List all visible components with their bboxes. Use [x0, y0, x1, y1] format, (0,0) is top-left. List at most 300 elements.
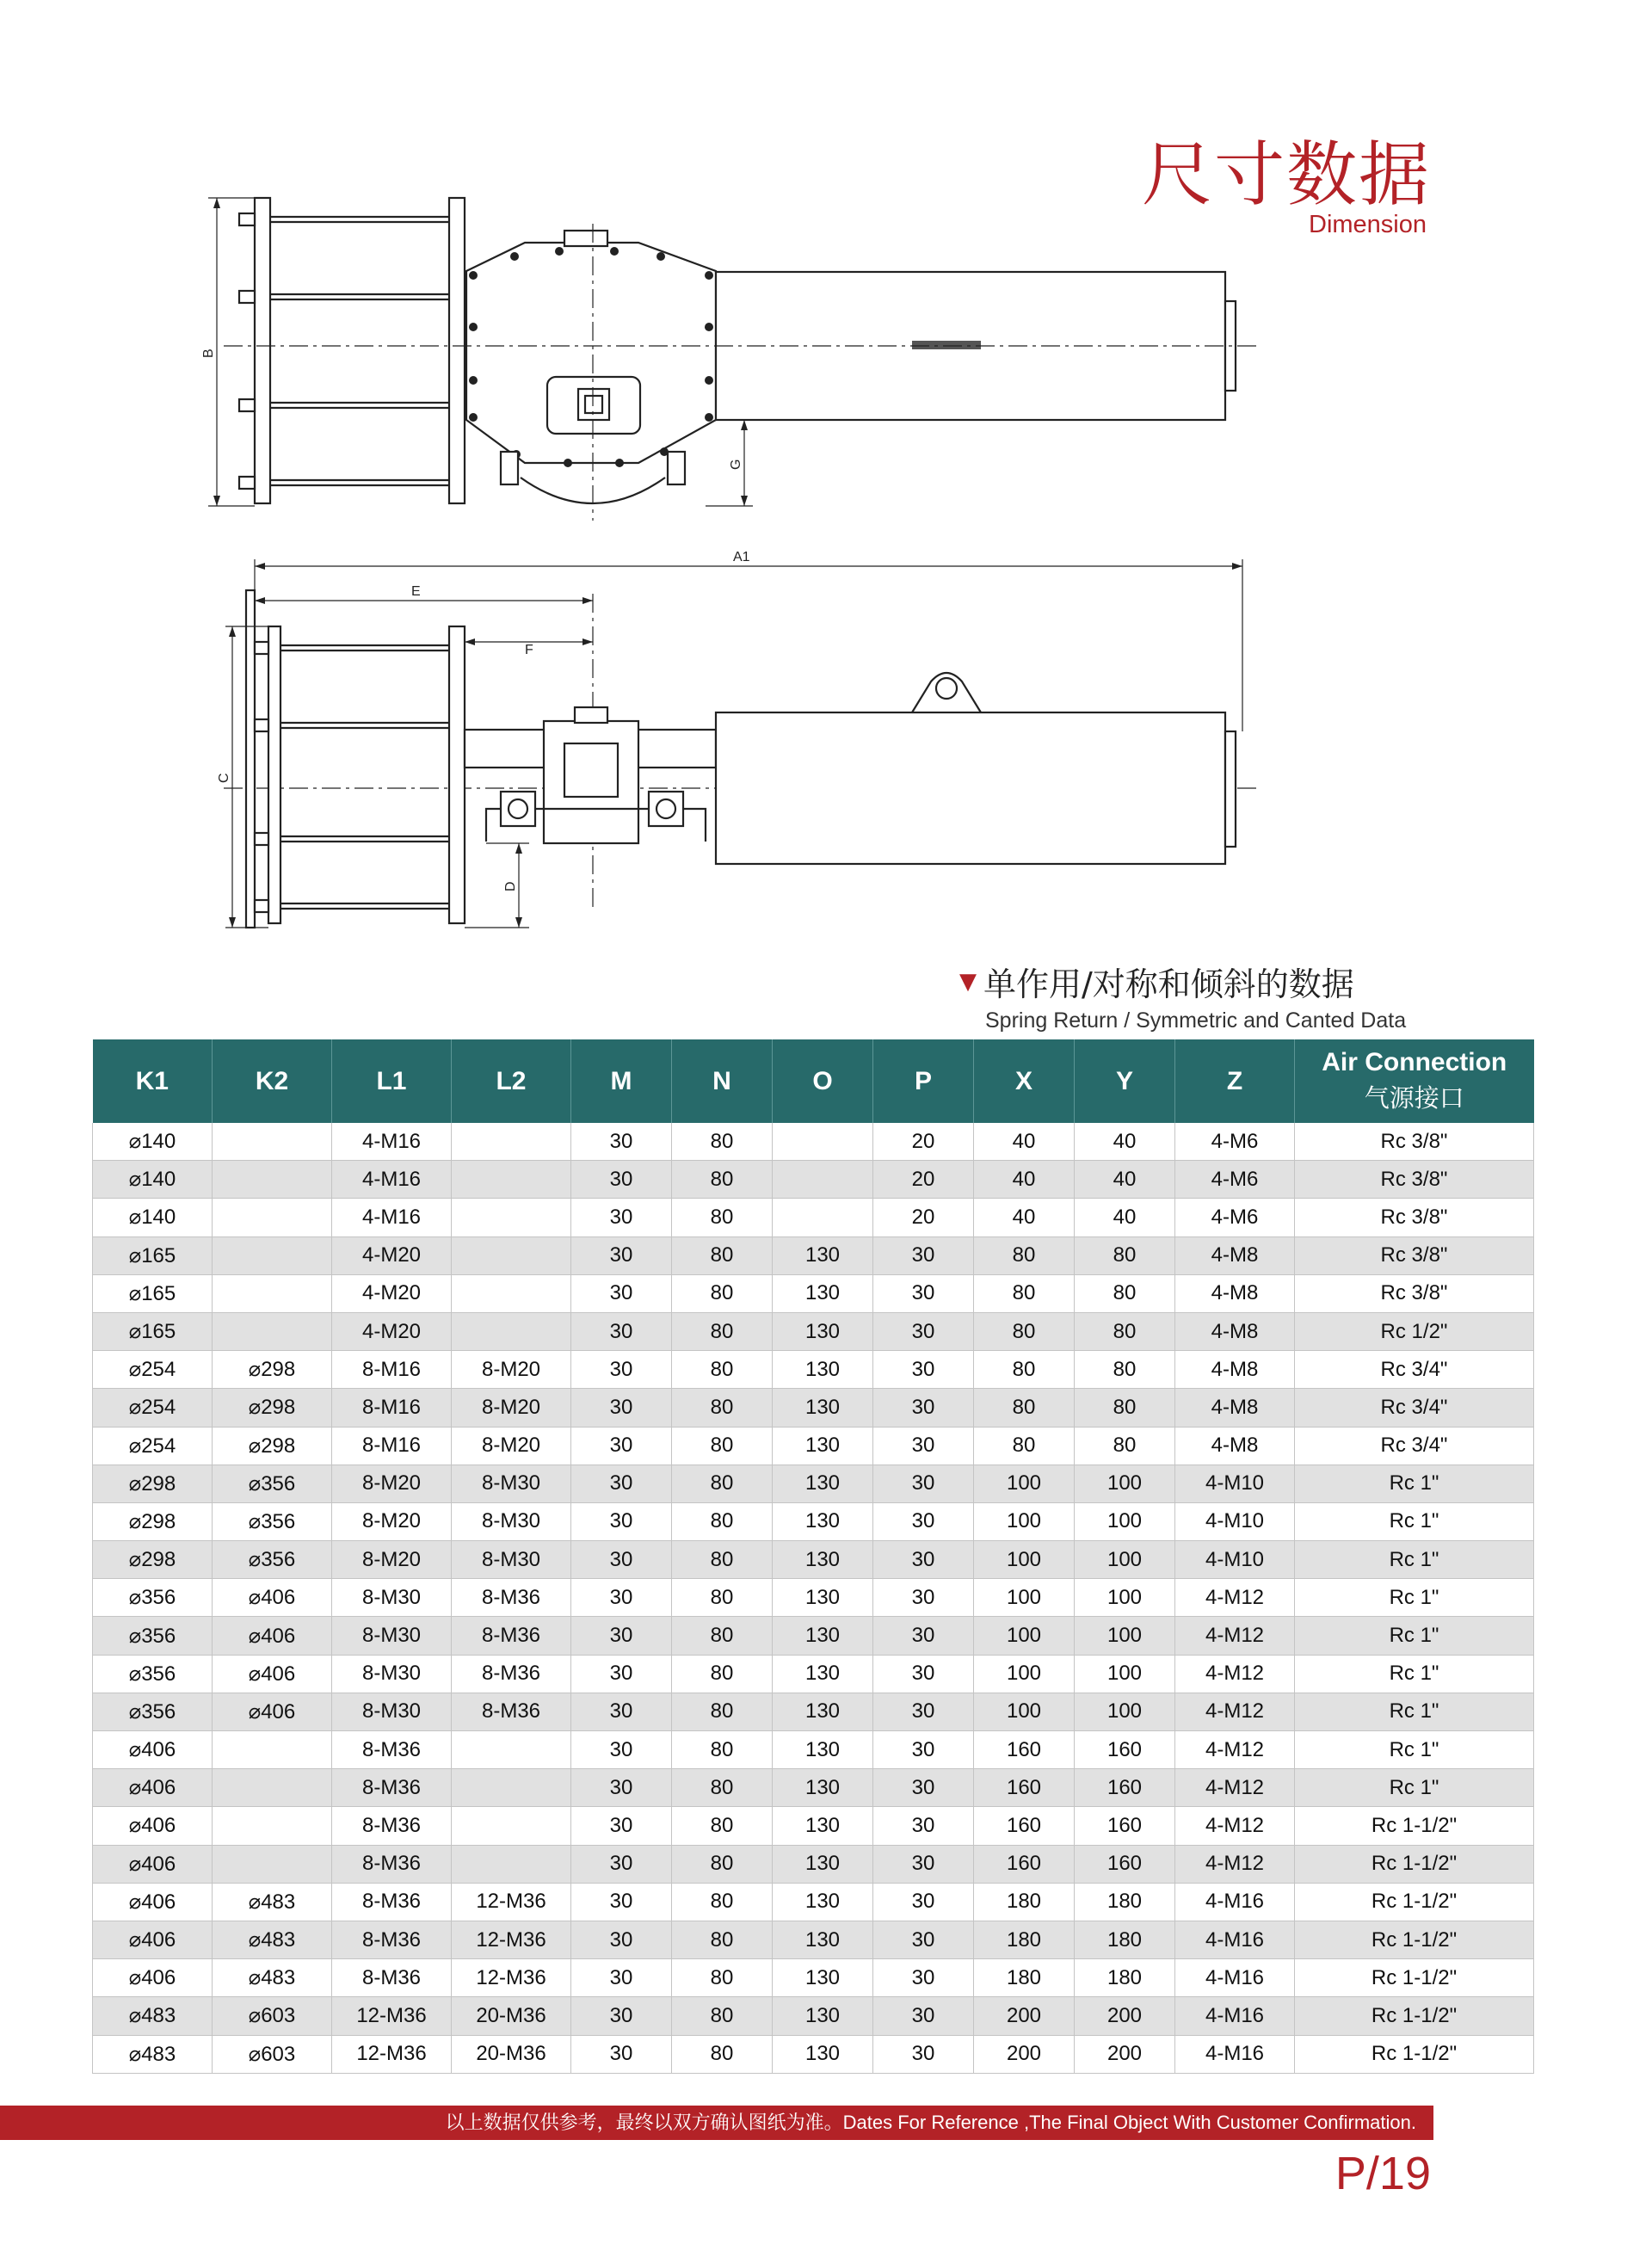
table-cell: 30: [571, 1465, 672, 1502]
table-cell: 8-M36: [452, 1579, 571, 1617]
table-cell: 4-M12: [1175, 1769, 1295, 1807]
table-cell: 40: [974, 1161, 1075, 1199]
table-row: [93, 1997, 1534, 2035]
table-cell: Rc 1": [1295, 1579, 1534, 1617]
table-row: [93, 1199, 1534, 1236]
table-cell: 130: [773, 1274, 873, 1312]
table-header-row: [93, 1039, 1534, 1123]
table-cell: 40: [1075, 1161, 1175, 1199]
table-cell: 4-M12: [1175, 1693, 1295, 1730]
table-cell: 4-M16: [332, 1123, 452, 1161]
section-title: 单作用/对称和倾斜的数据: [983, 965, 1354, 1003]
table-cell: 80: [672, 1274, 773, 1312]
table-cell: 4-M16: [1175, 1883, 1295, 1921]
table-cell: 4-M16: [1175, 1959, 1295, 1997]
table-cell: 30: [571, 1617, 672, 1655]
table-cell: 200: [974, 1997, 1075, 2035]
table-cell: 100: [974, 1693, 1075, 1730]
table-cell: 100: [1075, 1655, 1175, 1693]
table-cell: 80: [974, 1389, 1075, 1427]
table-cell: [213, 1123, 332, 1161]
table-cell: 12-M36: [332, 2035, 452, 2073]
dim-label-c: C: [217, 773, 231, 783]
table-cell: 30: [873, 1845, 974, 1883]
table-cell: Rc 1-1/2": [1295, 1807, 1534, 1845]
table-cell: ⌀406: [93, 1807, 213, 1845]
table-cell: 8-M36: [332, 1883, 452, 1921]
table-cell: ⌀406: [93, 1921, 213, 1958]
table-row: [93, 1465, 1534, 1502]
dim-label-b: B: [201, 348, 216, 358]
table-cell: [213, 1161, 332, 1199]
table-cell: 80: [672, 1236, 773, 1274]
table-cell: ⌀140: [93, 1199, 213, 1236]
table-cell: 130: [773, 1312, 873, 1350]
table-cell: Rc 3/8": [1295, 1199, 1534, 1236]
table-cell: 80: [672, 1579, 773, 1617]
table-cell: 80: [672, 1997, 773, 2035]
actuator-dimension-drawing: [189, 189, 1273, 947]
table-cell: 4-M20: [332, 1236, 452, 1274]
dim-label-f: F: [525, 643, 533, 657]
table-cell: 130: [773, 1731, 873, 1769]
table-cell: ⌀603: [213, 2035, 332, 2073]
table-cell: 130: [773, 1769, 873, 1807]
table-cell: 8-M16: [332, 1351, 452, 1389]
table-cell: [213, 1312, 332, 1350]
column-header: N: [672, 1039, 773, 1123]
table-cell: 80: [974, 1351, 1075, 1389]
table-cell: 180: [974, 1959, 1075, 1997]
table-row: [93, 1312, 1534, 1350]
table-cell: 8-M36: [332, 1921, 452, 1958]
table-row: [93, 1807, 1534, 1845]
table-cell: 200: [1075, 1997, 1175, 2035]
table-cell: 130: [773, 1351, 873, 1389]
table-cell: 80: [672, 1427, 773, 1465]
table-cell: 8-M16: [332, 1389, 452, 1427]
table-row: [93, 1693, 1534, 1730]
table-cell: 4-M8: [1175, 1236, 1295, 1274]
table-cell: 4-M20: [332, 1274, 452, 1312]
table-cell: 80: [1075, 1427, 1175, 1465]
table-cell: 8-M36: [452, 1693, 571, 1730]
table-cell: ⌀165: [93, 1236, 213, 1274]
table-cell: [452, 1161, 571, 1199]
table-cell: 130: [773, 1579, 873, 1617]
table-cell: 80: [1075, 1312, 1175, 1350]
table-cell: 80: [672, 1541, 773, 1579]
table-cell: 130: [773, 1236, 873, 1274]
table-cell: 30: [571, 1655, 672, 1693]
table-cell: 100: [974, 1541, 1075, 1579]
table-cell: [452, 1807, 571, 1845]
actuator-top-view: [239, 198, 1236, 503]
table-cell: ⌀406: [93, 1959, 213, 1997]
air-connection-label: Air Connection: [1322, 1048, 1507, 1076]
table-cell: 130: [773, 1541, 873, 1579]
table-cell: 100: [1075, 1502, 1175, 1540]
table-cell: Rc 1": [1295, 1617, 1534, 1655]
dim-label-g: G: [729, 459, 743, 470]
table-cell: 30: [873, 1427, 974, 1465]
table-cell: ⌀298: [93, 1465, 213, 1502]
table-cell: 80: [1075, 1351, 1175, 1389]
table-cell: ⌀298: [213, 1427, 332, 1465]
table-cell: 80: [672, 1351, 773, 1389]
table-cell: 80: [672, 1389, 773, 1427]
table-cell: 30: [571, 1236, 672, 1274]
dim-label-e: E: [411, 584, 421, 599]
table-cell: 30: [873, 1807, 974, 1845]
table-cell: 30: [873, 1351, 974, 1389]
table-cell: 30: [571, 1502, 672, 1540]
table-cell: 80: [672, 2035, 773, 2073]
table-cell: 8-M36: [332, 1731, 452, 1769]
column-header: X: [974, 1039, 1075, 1123]
footer-disclaimer-bar: [0, 2106, 1433, 2140]
table-cell: 130: [773, 1465, 873, 1502]
table-cell: 4-M12: [1175, 1731, 1295, 1769]
table-cell: 100: [974, 1579, 1075, 1617]
table-cell: 4-M16: [1175, 1921, 1295, 1958]
air-connection-label-zh: 气源接口: [1364, 1083, 1464, 1113]
table-row: [93, 1123, 1534, 1161]
table-cell: 20: [873, 1161, 974, 1199]
table-cell: ⌀406: [93, 1845, 213, 1883]
table-cell: 130: [773, 1655, 873, 1693]
table-cell: 40: [1075, 1199, 1175, 1236]
table-cell: ⌀406: [213, 1617, 332, 1655]
table-cell: Rc 3/4": [1295, 1427, 1534, 1465]
table-cell: 30: [571, 1769, 672, 1807]
table-cell: 80: [672, 1465, 773, 1502]
table-cell: 4-M16: [1175, 2035, 1295, 2073]
table-cell: 160: [1075, 1769, 1175, 1807]
table-cell: ⌀356: [213, 1465, 332, 1502]
table-cell: 30: [873, 1617, 974, 1655]
table-cell: ⌀356: [213, 1541, 332, 1579]
table-cell: 40: [974, 1123, 1075, 1161]
table-cell: 30: [873, 1274, 974, 1312]
table-cell: 40: [1075, 1123, 1175, 1161]
table-cell: 80: [672, 1199, 773, 1236]
table-cell: 80: [672, 1769, 773, 1807]
table-cell: ⌀483: [93, 2035, 213, 2073]
table-cell: 160: [974, 1731, 1075, 1769]
table-cell: 4-M20: [332, 1312, 452, 1350]
table-cell: 8-M36: [332, 1959, 452, 1997]
table-cell: 30: [571, 1693, 672, 1730]
table-cell: 30: [873, 1502, 974, 1540]
table-cell: 12-M36: [452, 1883, 571, 1921]
table-cell: 30: [571, 1541, 672, 1579]
table-cell: Rc 3/8": [1295, 1123, 1534, 1161]
table-cell: 8-M20: [452, 1351, 571, 1389]
page-number: P/19: [1335, 2148, 1431, 2199]
table-cell: 80: [672, 1731, 773, 1769]
table-cell: Rc 1": [1295, 1731, 1534, 1769]
table-cell: 100: [1075, 1465, 1175, 1502]
table-row: [93, 1655, 1534, 1693]
table-cell: ⌀140: [93, 1161, 213, 1199]
table-cell: Rc 3/4": [1295, 1389, 1534, 1427]
table-cell: 4-M12: [1175, 1845, 1295, 1883]
table-cell: ⌀356: [93, 1579, 213, 1617]
table-row: [93, 1883, 1534, 1921]
table-cell: ⌀298: [213, 1389, 332, 1427]
table-cell: 130: [773, 1883, 873, 1921]
table-cell: 80: [974, 1236, 1075, 1274]
table-cell: ⌀483: [93, 1997, 213, 2035]
table-cell: 180: [1075, 1921, 1175, 1958]
table-cell: 160: [974, 1807, 1075, 1845]
table-cell: 100: [1075, 1693, 1175, 1730]
dim-label-d: D: [503, 881, 518, 891]
table-cell: 180: [1075, 1959, 1175, 1997]
table-cell: 8-M30: [452, 1502, 571, 1540]
table-cell: 8-M36: [332, 1807, 452, 1845]
table-cell: 30: [873, 1579, 974, 1617]
table-cell: 80: [672, 1959, 773, 1997]
table-cell: 100: [974, 1655, 1075, 1693]
table-cell: 80: [1075, 1389, 1175, 1427]
table-cell: Rc 1": [1295, 1693, 1534, 1730]
table-cell: ⌀254: [93, 1427, 213, 1465]
table-cell: 30: [571, 1997, 672, 2035]
table-cell: 8-M36: [332, 1845, 452, 1883]
column-header-air-connection: [1295, 1039, 1534, 1123]
table-cell: ⌀406: [93, 1769, 213, 1807]
table-cell: ⌀483: [213, 1883, 332, 1921]
table-cell: 30: [571, 1161, 672, 1199]
dimension-table: [92, 1039, 1534, 2074]
table-cell: 12-M36: [452, 1921, 571, 1958]
table-row: [93, 1617, 1534, 1655]
table-cell: Rc 1-1/2": [1295, 1921, 1534, 1958]
table-cell: Rc 1": [1295, 1502, 1534, 1540]
table-cell: 30: [571, 1274, 672, 1312]
column-header: K1: [93, 1039, 213, 1123]
table-cell: 4-M8: [1175, 1389, 1295, 1427]
table-cell: ⌀406: [213, 1693, 332, 1730]
table-cell: 180: [974, 1921, 1075, 1958]
table-cell: Rc 1": [1295, 1769, 1534, 1807]
table-cell: 100: [1075, 1541, 1175, 1579]
table-cell: [213, 1807, 332, 1845]
table-cell: 30: [571, 1883, 672, 1921]
table-cell: 160: [974, 1769, 1075, 1807]
table-cell: ⌀165: [93, 1312, 213, 1350]
table-cell: 4-M8: [1175, 1274, 1295, 1312]
table-cell: [773, 1199, 873, 1236]
table-row: [93, 1731, 1534, 1769]
table-cell: 30: [571, 1351, 672, 1389]
table-cell: ⌀254: [93, 1351, 213, 1389]
table-cell: 8-M30: [332, 1617, 452, 1655]
table-cell: 180: [1075, 1883, 1175, 1921]
table-cell: 30: [873, 1465, 974, 1502]
table-cell: [773, 1161, 873, 1199]
table-cell: 160: [1075, 1807, 1175, 1845]
table-cell: 30: [873, 1731, 974, 1769]
table-cell: 30: [873, 1655, 974, 1693]
table-cell: 8-M30: [452, 1465, 571, 1502]
column-header: O: [773, 1039, 873, 1123]
table-cell: 20-M36: [452, 2035, 571, 2073]
table-cell: Rc 1": [1295, 1541, 1534, 1579]
table-cell: 80: [672, 1655, 773, 1693]
table-cell: Rc 3/4": [1295, 1351, 1534, 1389]
table-cell: 30: [873, 1312, 974, 1350]
column-header: P: [873, 1039, 974, 1123]
table-cell: [213, 1769, 332, 1807]
table-cell: 130: [773, 1921, 873, 1958]
section-subtitle: Spring Return / Symmetric and Canted Data: [985, 1008, 1407, 1033]
table-cell: 80: [1075, 1236, 1175, 1274]
table-cell: 12-M36: [332, 1997, 452, 2035]
table-row: [93, 1389, 1534, 1427]
table-cell: 30: [571, 1312, 672, 1350]
table-cell: ⌀298: [213, 1351, 332, 1389]
table-cell: 4-M8: [1175, 1312, 1295, 1350]
table-cell: 4-M10: [1175, 1465, 1295, 1502]
table-cell: 130: [773, 1389, 873, 1427]
table-cell: ⌀356: [93, 1617, 213, 1655]
table-cell: Rc 1-1/2": [1295, 2035, 1534, 2073]
column-header: Z: [1175, 1039, 1295, 1123]
table-cell: 180: [974, 1883, 1075, 1921]
table-cell: ⌀406: [213, 1655, 332, 1693]
table-cell: ⌀298: [93, 1541, 213, 1579]
table-cell: 80: [974, 1427, 1075, 1465]
table-row: [93, 1427, 1534, 1465]
actuator-side-view: [246, 590, 1236, 928]
section-header: [959, 958, 1406, 1033]
table-cell: 30: [571, 1199, 672, 1236]
table-cell: 80: [672, 1807, 773, 1845]
table-cell: Rc 1-1/2": [1295, 1997, 1534, 2035]
table-cell: 130: [773, 1807, 873, 1845]
table-cell: ⌀356: [93, 1655, 213, 1693]
table-cell: Rc 3/8": [1295, 1161, 1534, 1199]
table-cell: 4-M6: [1175, 1199, 1295, 1236]
table-cell: 8-M36: [332, 1769, 452, 1807]
table-cell: 80: [672, 1693, 773, 1730]
table-cell: 30: [571, 1845, 672, 1883]
page-title: 尺寸数据: [1141, 134, 1431, 216]
table-cell: 80: [672, 1617, 773, 1655]
table-cell: ⌀406: [93, 1883, 213, 1921]
table-cell: 8-M30: [452, 1541, 571, 1579]
table-cell: [213, 1199, 332, 1236]
table-cell: ⌀356: [93, 1693, 213, 1730]
table-cell: ⌀483: [213, 1959, 332, 1997]
table-cell: 8-M30: [332, 1579, 452, 1617]
column-header: K2: [213, 1039, 332, 1123]
table-cell: 4-M6: [1175, 1161, 1295, 1199]
table-cell: [452, 1731, 571, 1769]
table-cell: 8-M20: [332, 1502, 452, 1540]
table-row: [93, 1845, 1534, 1883]
table-cell: 30: [571, 1427, 672, 1465]
table-cell: 130: [773, 1997, 873, 2035]
table-cell: 130: [773, 1427, 873, 1465]
table-cell: 4-M12: [1175, 1579, 1295, 1617]
table-cell: 30: [873, 1921, 974, 1958]
table-cell: [452, 1123, 571, 1161]
table-cell: 4-M6: [1175, 1123, 1295, 1161]
table-cell: 30: [873, 1959, 974, 1997]
table-cell: 30: [873, 1693, 974, 1730]
table-cell: 30: [571, 1807, 672, 1845]
table-row: [93, 1921, 1534, 1958]
table-cell: 20-M36: [452, 1997, 571, 2035]
table-cell: 80: [672, 1312, 773, 1350]
table-cell: 30: [873, 1883, 974, 1921]
table-cell: 4-M10: [1175, 1502, 1295, 1540]
table-cell: Rc 3/8": [1295, 1236, 1534, 1274]
table-cell: 30: [571, 1921, 672, 1958]
table-row: [93, 1769, 1534, 1807]
table-cell: 130: [773, 1693, 873, 1730]
table-cell: 30: [571, 1959, 672, 1997]
table-cell: 100: [1075, 1579, 1175, 1617]
table-cell: 80: [672, 1161, 773, 1199]
table-cell: 80: [974, 1312, 1075, 1350]
table-cell: 30: [571, 1389, 672, 1427]
table-cell: 4-M12: [1175, 1807, 1295, 1845]
table-row: [93, 1541, 1534, 1579]
table-cell: [452, 1769, 571, 1807]
column-header: L1: [332, 1039, 452, 1123]
table-cell: 30: [873, 1541, 974, 1579]
table-cell: 30: [873, 1997, 974, 2035]
table-cell: 4-M12: [1175, 1655, 1295, 1693]
table-cell: 4-M16: [1175, 1997, 1295, 2035]
dim-label-a1: A1: [733, 550, 750, 564]
table-cell: 30: [571, 2035, 672, 2073]
table-cell: 130: [773, 2035, 873, 2073]
table-cell: 30: [873, 1389, 974, 1427]
table-row: [93, 1161, 1534, 1199]
table-cell: 30: [873, 2035, 974, 2073]
table-cell: [452, 1199, 571, 1236]
table-row: [93, 1236, 1534, 1274]
table-cell: [213, 1845, 332, 1883]
table-cell: 30: [571, 1579, 672, 1617]
table-cell: 130: [773, 1959, 873, 1997]
table-cell: 160: [1075, 1731, 1175, 1769]
table-cell: 4-M8: [1175, 1427, 1295, 1465]
table-cell: Rc 1-1/2": [1295, 1845, 1534, 1883]
column-header: Y: [1075, 1039, 1175, 1123]
table-cell: ⌀165: [93, 1274, 213, 1312]
table-cell: 80: [672, 1921, 773, 1958]
table-cell: ⌀356: [213, 1502, 332, 1540]
column-header: L2: [452, 1039, 571, 1123]
table-cell: Rc 1": [1295, 1655, 1534, 1693]
table-cell: [213, 1236, 332, 1274]
table-cell: ⌀603: [213, 1997, 332, 2035]
table-cell: 30: [571, 1731, 672, 1769]
table-cell: ⌀140: [93, 1123, 213, 1161]
table-cell: Rc 1": [1295, 1465, 1534, 1502]
table-cell: 200: [1075, 2035, 1175, 2073]
table-cell: ⌀254: [93, 1389, 213, 1427]
table-cell: 4-M8: [1175, 1351, 1295, 1389]
table-cell: ⌀483: [213, 1921, 332, 1958]
